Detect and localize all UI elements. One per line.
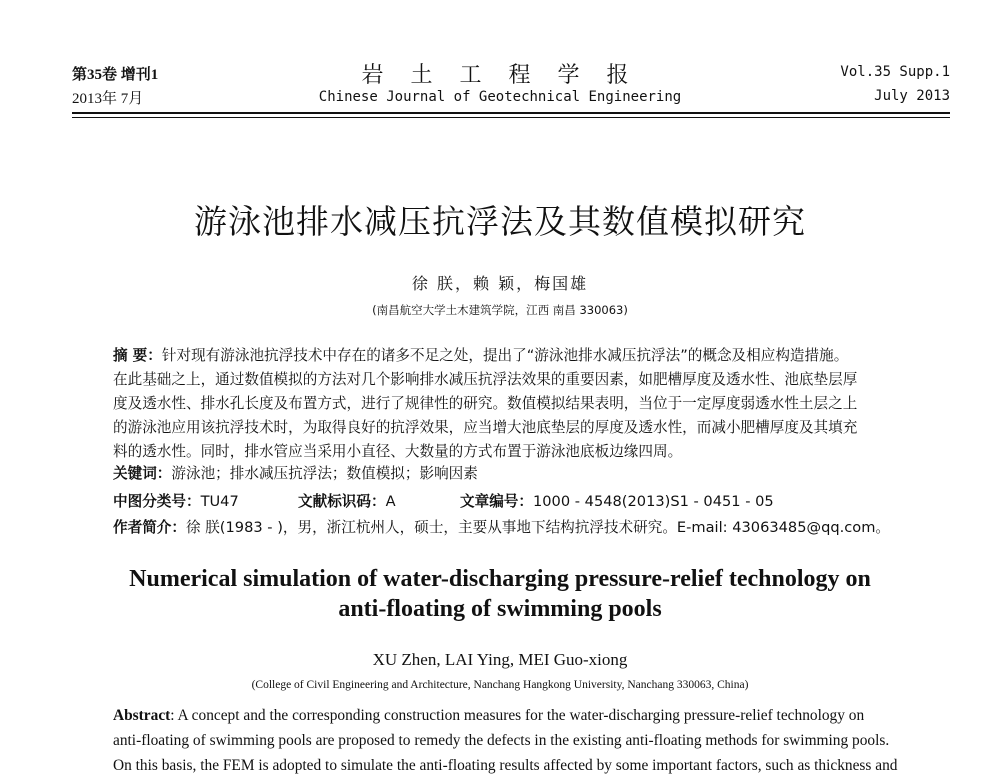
vol-supp: Vol.35 Supp.1: [840, 64, 950, 80]
article-number-row: [460, 490, 774, 511]
abstract-cn-label: 摘 要：: [113, 347, 162, 364]
paper-title-cn: 游泳池排水减压抗浮法及其数值模拟研究: [194, 202, 806, 241]
header-rule-thick: [72, 112, 950, 114]
abstract-cn-line-4: 的游泳池应用该抗浮技术时，为取得良好的抗浮效果，应当增大池底垫层的厚度及透水性，而减小肥槽厚度及其填充: [113, 419, 858, 436]
article-label: 文章编号：: [460, 493, 533, 510]
journal-title-cn: 岩 土 工 程 学 报: [361, 63, 639, 88]
classification-row: [113, 490, 239, 511]
doc-code-row: [298, 490, 396, 511]
issue-date: July 2013: [874, 88, 950, 104]
authors-en: XU Zhen, LAI Ying, MEI Guo-xiong: [372, 650, 628, 669]
authors-cn: 徐 朕，赖 颖，梅国雄: [411, 274, 589, 293]
article-value: 1000 - 4548(2013)S1 - 0451 - 05: [532, 493, 774, 510]
class-value: TU47: [200, 493, 239, 510]
abstract-cn-line-1: [113, 344, 848, 365]
bio-label: 作者简介：: [113, 519, 186, 536]
year-month: 2013年 7月: [72, 91, 144, 107]
abstract-cn-line-2: 在此基础之上，通过数值模拟的方法对几个影响排水减压抗浮法效果的重要因素，如肥槽厚度及透水性、池底垫层厚: [113, 371, 858, 388]
bio-text: 徐 朕(1983 - )，男，浙江杭州人，硕士，主要从事地下结构抗浮技术研究。E-mail: 43063485@qq.com。: [185, 519, 891, 536]
abstract-cn-text: 针对现有游泳池抗浮技术中存在的诸多不足之处，提出了“游泳池排水减压抗浮法”的概念及相应构造措施。: [161, 347, 849, 364]
header-rule-thin: [72, 117, 950, 118]
abstract-en-line-2: anti-floating of swimming pools are proposed to remedy the defects in the existing anti-floating methods for swimming pools.: [113, 732, 890, 749]
abstract-en-line-1: [113, 707, 864, 725]
abstract-en-label: Abstract: [113, 707, 171, 724]
journal-title-en: Chinese Journal of Geotechnical Engineering: [318, 89, 682, 105]
affiliation-en: (College of Civil Engineering and Architecture, Nanchang Hangkong University, Nanchang 330063, China): [251, 679, 749, 691]
volume-issue: 第35卷 增刊1: [72, 67, 159, 83]
abstract-en-text: : A concept and the corresponding construction measures for the water-discharging pressure-relief technology on: [170, 707, 865, 724]
doc-label: 文献标识码：: [298, 493, 386, 510]
paper-title-en-line-1: Numerical simulation of water-discharging pressure-relief technology on: [129, 566, 871, 592]
abstract-cn-line-5: 料的透水性。同时，排水管应当采用小直径、大数量的方式布置于游泳池底板边缘四周。: [113, 443, 683, 460]
class-label: 中图分类号：: [113, 493, 201, 510]
keywords-text: 游泳池；排水减压抗浮法；数值模拟；影响因素: [171, 465, 478, 482]
author-bio: [113, 516, 890, 537]
paper-title-en-line-2: anti-floating of swimming pools: [338, 596, 662, 622]
affiliation-cn: (南昌航空大学土木建筑学院，江西 南昌 330063): [372, 303, 628, 317]
keywords-label: 关键词：: [113, 465, 172, 482]
keywords-cn: [113, 462, 478, 483]
abstract-cn-line-3: 度及透水性、排水孔长度及布置方式，进行了规律性的研究。数值模拟结果表明，当位于一定厚度弱透水性土层之上: [113, 395, 858, 412]
abstract-en-line-3: On this basis, the FEM is adopted to simulate the anti-floating results affected by some important factors, such as thickness and: [113, 757, 898, 774]
doc-value: A: [385, 493, 396, 510]
